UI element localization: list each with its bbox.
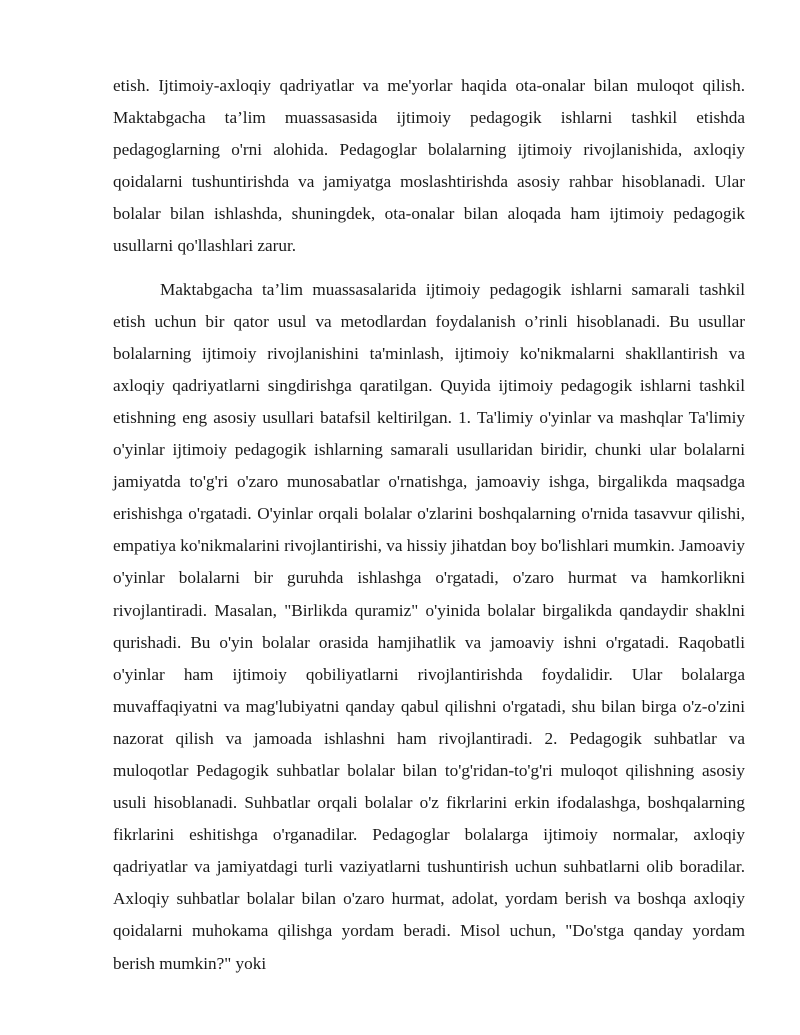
paragraph-1: etish. Ijtimoiy-axloqiy qadriyatlar va me'yorlar haqida ota-onalar bilan muloqot qilish. Maktabgacha ta’lim muassasasida ijtimoiy pedagogik ishlarni tashkil etishda pedagoglarning o'rni alohida. Pedagoglar bolalarning ijtimoiy rivojlanishida, axloqiy qoidalarni tushuntirishda va jamiyatga moslashtirishda asosiy rahbar hisoblanadi. Ular bolalar bilan ishlashda, shuningdek, ota-onalar bilan aloqada ham ijtimoiy pedagogik usullarni qo'llashlari zarur. [113,76,745,256]
document-body [113,70,745,991]
paragraph-2: Maktabgacha ta’lim muassasalarida ijtimoiy pedagogik ishlarni samarali tashkil etish uchun bir qator usul va metodlardan foydalanish o’rinli hisoblanadi. Bu usullar bolalarning ijtimoiy rivojlanishini ta'minlash, ijtimoiy ko'nikmalarni shakllantirish va axloqiy qadriyatlarni singdirishga qaratilgan. Quyida ijtimoiy pedagogik ishlarni tashkil etishning eng asosiy usullari batafsil keltirilgan. 1. Ta'limiy o'yinlar va mashqlar Ta'limiy o'yinlar ijtimoiy pedagogik ishlarning samarali usullaridan biridir, chunki ular bolalarni jamiyatda to'g'ri o'zaro munosabatlar o'rnatishga, jamoaviy ishga, birgalikda maqsadga erishishga o'rgatadi. O'yinlar orqali bolalar o'zlarini boshqalarning o'rnida tasavvur qilishi, empatiya ko'nikmalarini rivojlantirishi, va hissiy jihatdan boy bo'lishlari mumkin. Jamoaviy o'yinlar bolalarni bir guruhda ishlashga o'rgatadi, o'zaro hurmat va hamkorlikni rivojlantiradi. Masalan, "Birlikda quramiz" o'yinida bolalar birgalikda qandaydir shaklni qurishadi. Bu o'yin bolalar orasida hamjihatlik va jamoaviy ishni o'rgatadi. Raqobatli o'yinlar ham ijtimoiy qobiliyatlarni rivojlantirishda foydalidir. Ular bolalarga muvaffaqiyatni va mag'lubiyatni qanday qabul qilishni o'rgatadi, shu bilan birga o'z-o'zini nazorat qilish va jamoada ishlashni ham rivojlantiradi. 2. Pedagogik suhbatlar va muloqotlar Pedagogik suhbatlar bolalar bilan to'g'ridan-to'g'ri muloqot qilishning asosiy usuli hisoblanadi. Suhbatlar orqali bolalar o'z fikrlarini erkin ifodalashga, boshqalarning fikrlarini eshitishga o'rganadilar. Pedagoglar bolalarga ijtimoiy normalar, axloqiy qadriyatlar va jamiyatdagi turli vaziyatlarni tushuntirish uchun suhbatlarni olib boradilar. Axloqiy suhbatlar bolalar bilan o'zaro hurmat, adolat, yordam berish va boshqa axloqiy qoidalarni muhokama qilishga yordam beradi. Misol uchun, "Do'stga qanday yordam berish mumkin?" yoki [113,279,746,973]
